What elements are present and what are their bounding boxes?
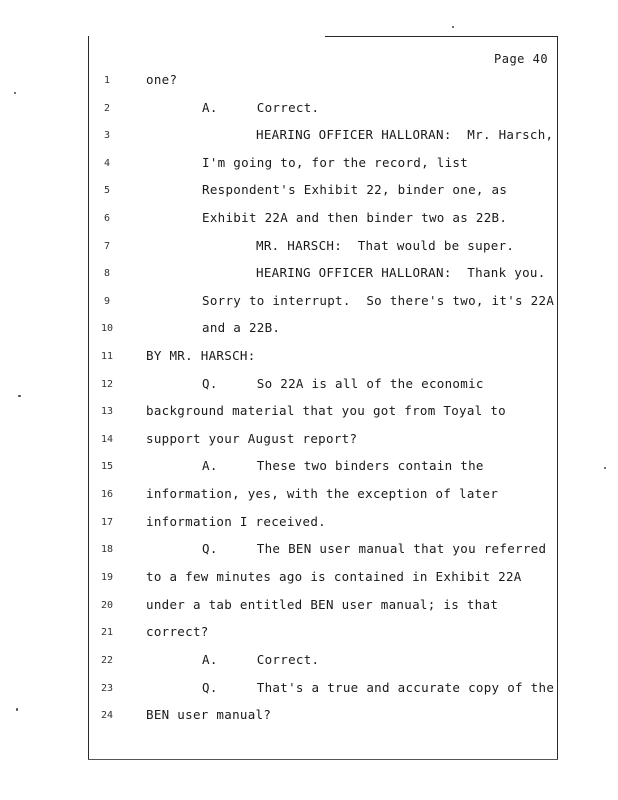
transcript-line: Q. So 22A is all of the economic — [202, 376, 484, 391]
transcript-line: BY MR. HARSCH: — [146, 348, 256, 363]
line-number: 23 — [100, 683, 114, 694]
page-number: 40 — [532, 52, 549, 66]
transcript-line: under a tab entitled BEN user manual; is that — [146, 597, 499, 612]
left-margin-rule — [88, 36, 89, 760]
scan-speck — [604, 467, 606, 469]
transcript-line: A. Correct. — [202, 652, 320, 667]
line-number: 9 — [103, 296, 111, 307]
transcript-line: one? — [146, 72, 178, 87]
transcript-line: correct? — [146, 624, 209, 639]
line-number: 14 — [100, 434, 114, 445]
top-rule — [325, 36, 558, 37]
transcript-line: I'm going to, for the record, list — [202, 155, 469, 170]
right-margin-rule — [557, 36, 558, 760]
line-number: 5 — [103, 185, 111, 196]
line-number: 10 — [100, 323, 114, 334]
page-label: Page — [494, 52, 525, 66]
line-number: 17 — [100, 517, 114, 528]
scan-speck — [18, 395, 21, 397]
scan-speck — [16, 708, 18, 711]
scan-speck — [14, 92, 16, 94]
line-number: 18 — [100, 544, 114, 555]
transcript-line: support your August report? — [146, 431, 358, 446]
line-number: 19 — [100, 572, 114, 583]
line-number: 12 — [100, 379, 114, 390]
line-number: 21 — [100, 627, 114, 638]
line-number: 13 — [100, 406, 114, 417]
line-number: 15 — [100, 461, 114, 472]
line-number: 6 — [103, 213, 111, 224]
transcript-line: MR. HARSCH: That would be super. — [256, 238, 515, 253]
line-number: 2 — [103, 103, 111, 114]
transcript-line: Q. That's a true and accurate copy of the — [202, 680, 555, 695]
line-number: 24 — [100, 710, 114, 721]
line-number: 22 — [100, 655, 114, 666]
transcript-line: A. These two binders contain the — [202, 458, 484, 473]
line-number: 8 — [103, 268, 111, 279]
transcript-line: Respondent's Exhibit 22, binder one, as — [202, 182, 508, 197]
transcript-line: to a few minutes ago is contained in Exhibit 22A — [146, 569, 522, 584]
line-number: 7 — [103, 241, 111, 252]
line-number: 4 — [103, 158, 111, 169]
bottom-rule — [88, 759, 558, 760]
transcript-line: information, yes, with the exception of later — [146, 486, 499, 501]
transcript-line: HEARING OFFICER HALLORAN: Thank you. — [256, 265, 546, 280]
transcript-line: and a 22B. — [202, 320, 281, 335]
transcript-line: Sorry to interrupt. So there's two, it's 22A — [202, 293, 555, 308]
line-number: 3 — [103, 130, 111, 141]
page-header — [494, 52, 548, 66]
line-number: 20 — [100, 600, 114, 611]
line-number: 1 — [103, 75, 111, 86]
transcript-line: information I received. — [146, 514, 326, 529]
transcript-line: HEARING OFFICER HALLORAN: Mr. Harsch, — [256, 127, 554, 142]
scan-speck — [452, 26, 454, 28]
transcript-line: Q. The BEN user manual that you referred — [202, 541, 547, 556]
transcript-line: Exhibit 22A and then binder two as 22B. — [202, 210, 508, 225]
transcript-line: BEN user manual? — [146, 707, 272, 722]
transcript-line: A. Correct. — [202, 100, 320, 115]
line-number: 16 — [100, 489, 114, 500]
transcript-line: background material that you got from Toyal to — [146, 403, 506, 418]
line-number: 11 — [100, 351, 114, 362]
